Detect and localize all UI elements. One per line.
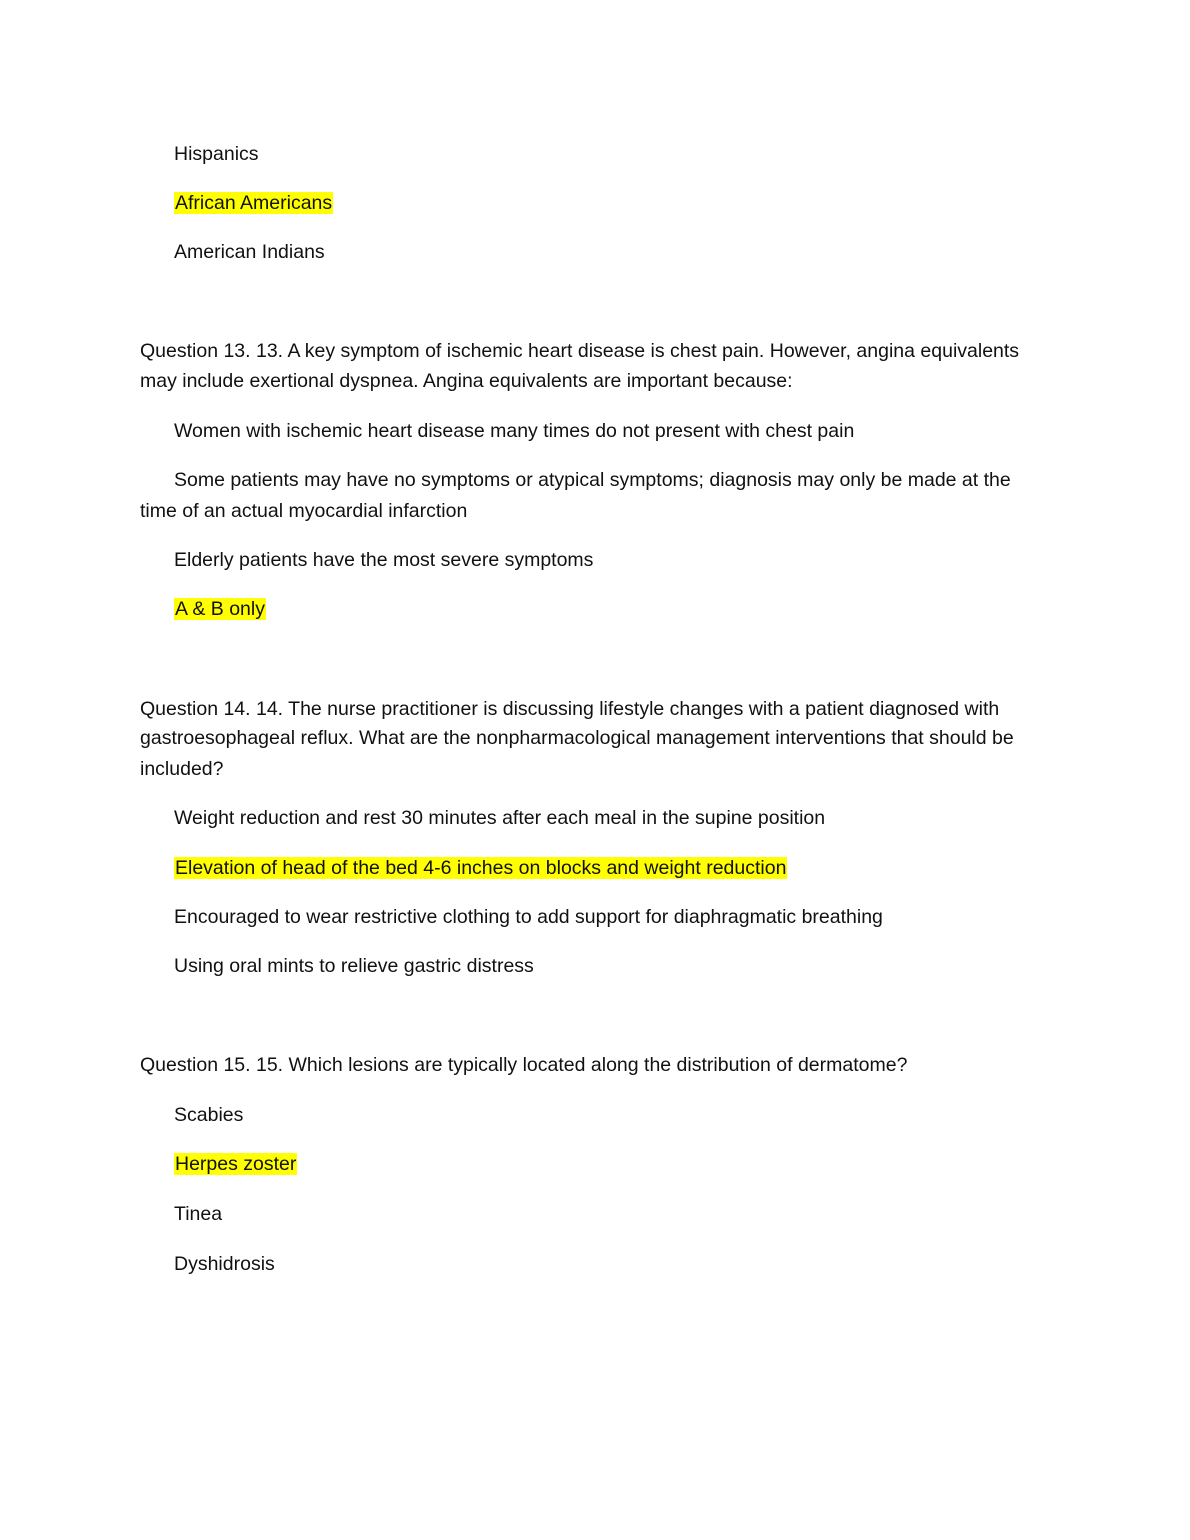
answer-option-text: Some patients may have no symptoms or atypical symptoms; diagnosis may only be made at the <box>174 469 1011 491</box>
highlighted-answer-text: African Americans <box>175 192 333 214</box>
answer-option-correct <box>174 596 266 622</box>
answer-option <box>174 1251 275 1277</box>
answer-option <box>174 547 593 573</box>
answer-option-text: Weight reduction and rest 30 minutes after each meal in the supine position <box>174 807 826 829</box>
answer-option <box>174 904 883 930</box>
answer-option-text: Elderly patients have the most severe symptoms <box>174 549 594 571</box>
answer-option-text: American Indians <box>174 241 325 263</box>
answer-option <box>174 1102 243 1128</box>
question-13-stem-line-2: may include exertional dyspnea. Angina equivalents are important because: <box>140 370 793 392</box>
answer-option-text: Dyshidrosis <box>174 1253 275 1275</box>
highlighted-answer-text: A & B only <box>175 598 265 620</box>
answer-option-text: Hispanics <box>174 143 259 165</box>
answer-option <box>174 467 1011 493</box>
answer-option <box>174 141 259 167</box>
question-15-stem-line-1: Question 15. 15. Which lesions are typically located along the distribution of dermatome? <box>140 1054 908 1076</box>
question-14-stem-line-1: Question 14. 14. The nurse practitioner is discussing lifestyle changes with a patient diagnosed with <box>140 698 1000 720</box>
answer-option-text: Tinea <box>174 1203 223 1225</box>
question-13-stem-line-1: Question 13. 13. A key symptom of ischemic heart disease is chest pain. However, angina equivalents <box>140 340 1020 362</box>
answer-option <box>174 953 534 979</box>
highlighted-answer-text: Herpes zoster <box>175 1153 297 1175</box>
answer-option-correct <box>174 1151 297 1177</box>
answer-option <box>174 1201 222 1227</box>
answer-option-text: Using oral mints to relieve gastric distress <box>174 955 534 977</box>
answer-option-continuation: time of an actual myocardial infarction <box>140 500 468 522</box>
answer-option-text: Encouraged to wear restrictive clothing to add support for diaphragmatic breathing <box>174 906 883 928</box>
answer-option-text: Scabies <box>174 1104 244 1126</box>
answer-option <box>174 805 825 831</box>
answer-option-correct <box>174 190 333 216</box>
question-14-stem-line-3: included? <box>140 758 224 780</box>
answer-option <box>174 418 854 444</box>
answer-option <box>174 239 325 265</box>
answer-option-text: Women with ischemic heart disease many times do not present with chest pain <box>174 420 855 442</box>
highlighted-answer-text: Elevation of head of the bed 4-6 inches on blocks and weight reduction <box>175 857 787 879</box>
question-14-stem-line-2: gastroesophageal reflux. What are the nonpharmacological management interventions that should be <box>140 727 1014 749</box>
answer-option-correct <box>174 855 787 881</box>
